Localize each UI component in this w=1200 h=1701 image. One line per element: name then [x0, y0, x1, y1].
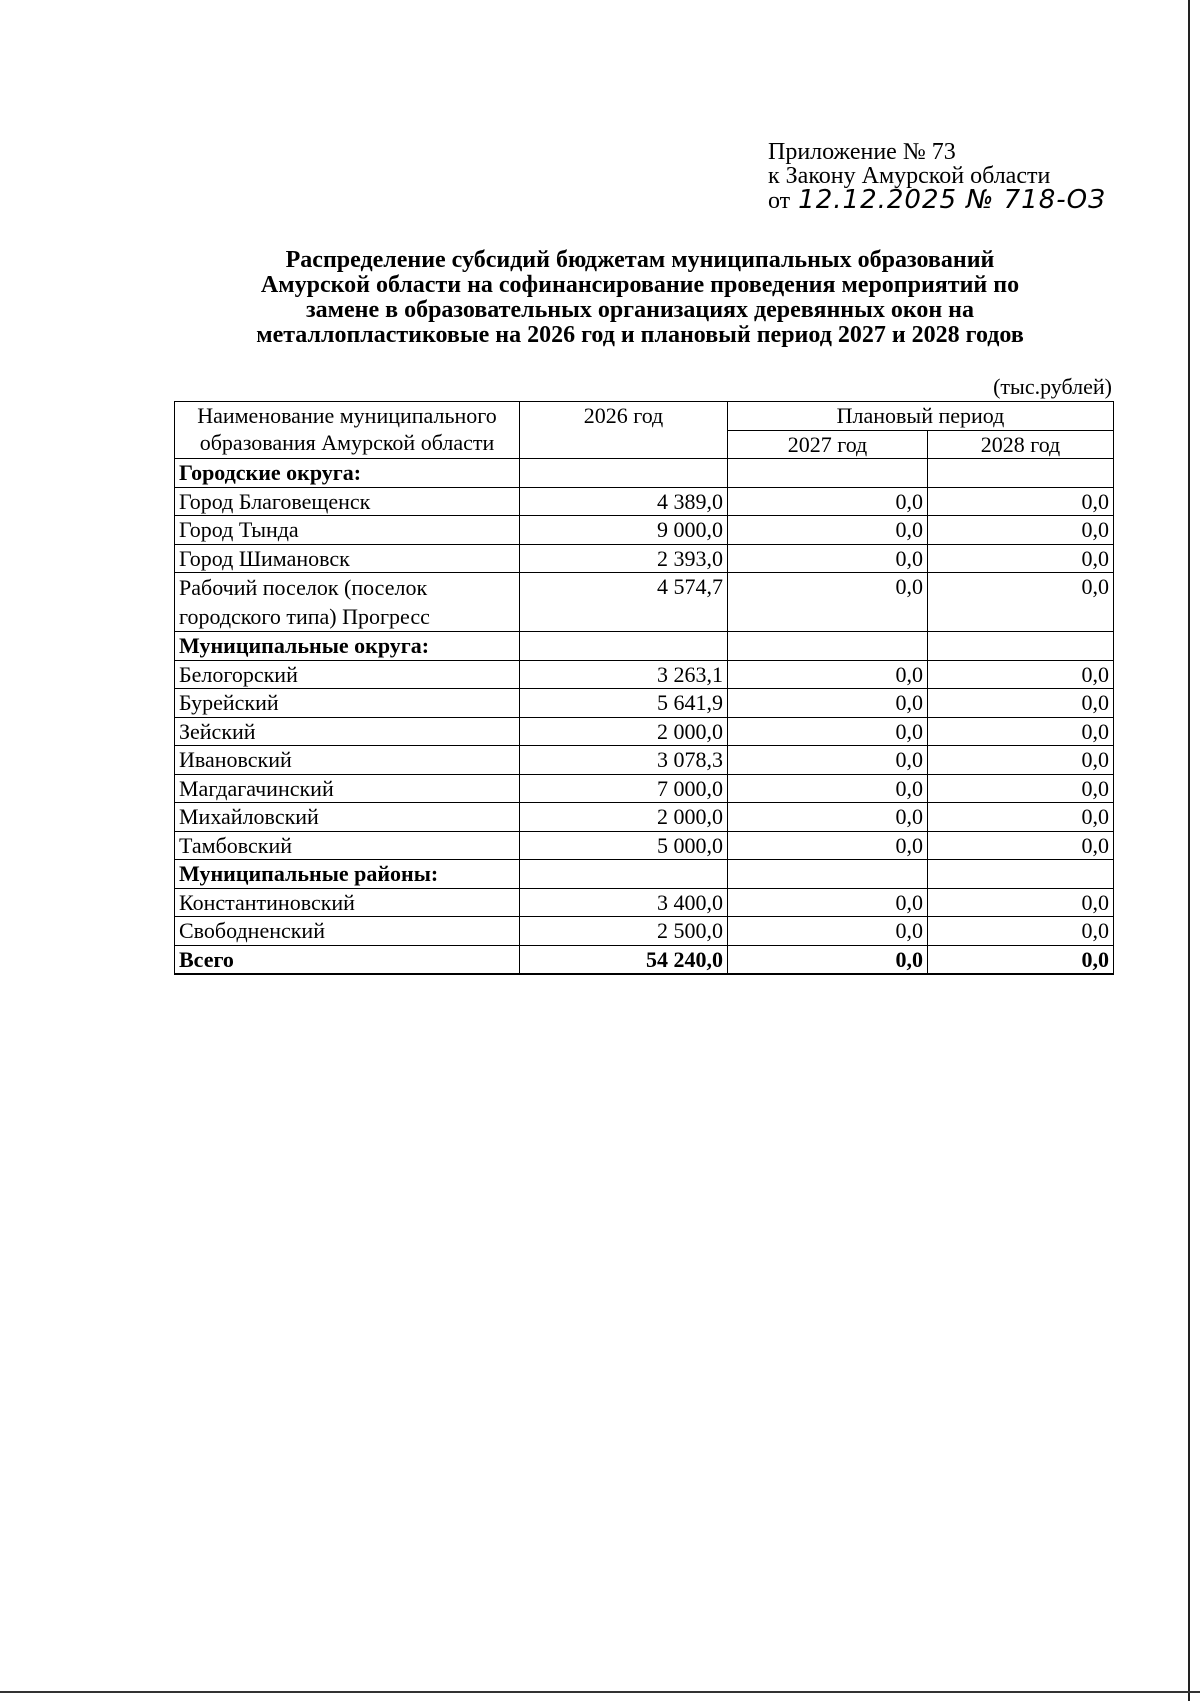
total-2028: 0,0: [928, 945, 1114, 974]
group-empty-cell: [928, 632, 1114, 661]
group-row: [175, 459, 1114, 488]
municipality-name: Тамбовский: [175, 831, 520, 860]
value-2028: 0,0: [928, 487, 1114, 516]
value-2026: 4 389,0: [520, 487, 728, 516]
group-empty-cell: [928, 459, 1114, 488]
header-2027: 2027 год: [728, 430, 928, 459]
value-2028: 0,0: [928, 803, 1114, 832]
subsidy-table: [174, 401, 1114, 975]
total-2027: 0,0: [728, 945, 928, 974]
group-row: [175, 860, 1114, 889]
header-name: [175, 402, 520, 459]
municipality-name: Константиновский: [175, 888, 520, 917]
value-2028: 0,0: [928, 831, 1114, 860]
table-row: [175, 746, 1114, 775]
group-empty-cell: [728, 459, 928, 488]
table-row: [175, 831, 1114, 860]
municipality-name: Михайловский: [175, 803, 520, 832]
value-2028: 0,0: [928, 746, 1114, 775]
value-2027: 0,0: [728, 487, 928, 516]
total-label: Всего: [175, 945, 520, 974]
municipality-name: Белогорский: [175, 660, 520, 689]
value-2027: 0,0: [728, 544, 928, 573]
group-empty-cell: [520, 459, 728, 488]
header-planned-period: Плановый период: [728, 402, 1114, 431]
value-2028: 0,0: [928, 573, 1114, 632]
title-line-3: замене в образовательных организациях деревянных окон на: [305, 297, 974, 323]
title-line-4: металлопластиковые на 2026 год и плановый период 2027 и 2028 годов: [256, 322, 1024, 348]
table-row: [175, 689, 1114, 718]
units-label: (тыс.рублей): [993, 374, 1112, 399]
value-2026: 3 263,1: [520, 660, 728, 689]
appendix-law: к Закону Амурской области: [768, 163, 1051, 189]
title-line-2: Амурской области на софинансирование проведения мероприятий по: [260, 272, 1020, 298]
value-2028: 0,0: [928, 660, 1114, 689]
value-2026: 9 000,0: [520, 516, 728, 545]
value-2027: 0,0: [728, 746, 928, 775]
value-2028: 0,0: [928, 774, 1114, 803]
scan-edge-bottom: [0, 1691, 1200, 1693]
value-2027: 0,0: [728, 689, 928, 718]
value-2026: 3 400,0: [520, 888, 728, 917]
table-row: [175, 487, 1114, 516]
group-empty-cell: [928, 860, 1114, 889]
value-2027: 0,0: [728, 573, 928, 632]
header-2028: 2028 год: [928, 430, 1114, 459]
table-header-row: [175, 402, 1114, 431]
value-2027: 0,0: [728, 660, 928, 689]
value-2026: 7 000,0: [520, 774, 728, 803]
table-row: [175, 717, 1114, 746]
appendix-reference: [768, 140, 1106, 213]
value-2026: 2 500,0: [520, 917, 728, 946]
group-empty-cell: [520, 860, 728, 889]
value-2027: 0,0: [728, 917, 928, 946]
value-2028: 0,0: [928, 717, 1114, 746]
value-2027: 0,0: [728, 516, 928, 545]
table-row: [175, 917, 1114, 946]
group-label: Муниципальные округа:: [175, 632, 520, 661]
table-row: [175, 774, 1114, 803]
value-2026: 3 078,3: [520, 746, 728, 775]
municipality-name: Бурейский: [175, 689, 520, 718]
header-name-line-2: образования Амурской области: [199, 430, 495, 455]
municipality-name: Свободненский: [175, 917, 520, 946]
group-row: [175, 632, 1114, 661]
value-2026: 4 574,7: [520, 573, 728, 632]
appendix-number: Приложение № 73: [768, 139, 956, 165]
document-title: [150, 248, 1130, 348]
municipality-name: Город Шимановск: [175, 544, 520, 573]
municipality-name: Город Благовещенск: [175, 487, 520, 516]
appendix-date-line: [768, 185, 1106, 215]
total-row: [175, 945, 1114, 974]
header-name-line-1: Наименование муниципального: [197, 403, 497, 428]
value-2028: 0,0: [928, 544, 1114, 573]
municipality-name: Рабочий поселок (поселок городского типа) Прогресс: [175, 573, 520, 632]
group-label: Городские округа:: [175, 459, 520, 488]
value-2026: 2 000,0: [520, 803, 728, 832]
table-row: [175, 544, 1114, 573]
table-row: [175, 660, 1114, 689]
header-2026: 2026 год: [520, 402, 728, 459]
value-2027: 0,0: [728, 803, 928, 832]
value-2028: 0,0: [928, 516, 1114, 545]
value-2027: 0,0: [728, 774, 928, 803]
handwritten-date-number: 12.12.2025 № 718-ОЗ: [798, 185, 1106, 215]
table-row: [175, 888, 1114, 917]
value-2027: 0,0: [728, 888, 928, 917]
total-2026: 54 240,0: [520, 945, 728, 974]
value-2027: 0,0: [728, 717, 928, 746]
municipality-name: Ивановский: [175, 746, 520, 775]
appendix-date-prefix: от: [768, 188, 791, 214]
value-2026: 2 000,0: [520, 717, 728, 746]
group-label: Муниципальные районы:: [175, 860, 520, 889]
value-2028: 0,0: [928, 888, 1114, 917]
group-empty-cell: [728, 632, 928, 661]
table-row: [175, 803, 1114, 832]
group-empty-cell: [520, 632, 728, 661]
municipality-name: Зейский: [175, 717, 520, 746]
value-2026: 5 000,0: [520, 831, 728, 860]
municipality-name: Магдагачинский: [175, 774, 520, 803]
value-2028: 0,0: [928, 917, 1114, 946]
value-2028: 0,0: [928, 689, 1114, 718]
table-row: [175, 573, 1114, 632]
municipality-name: Город Тында: [175, 516, 520, 545]
scan-edge-right: [1188, 0, 1190, 1701]
title-line-1: Распределение субсидий бюджетам муниципальных образований: [285, 247, 995, 273]
table-body: [175, 459, 1114, 975]
value-2027: 0,0: [728, 831, 928, 860]
value-2026: 5 641,9: [520, 689, 728, 718]
table-row: [175, 516, 1114, 545]
group-empty-cell: [728, 860, 928, 889]
value-2026: 2 393,0: [520, 544, 728, 573]
